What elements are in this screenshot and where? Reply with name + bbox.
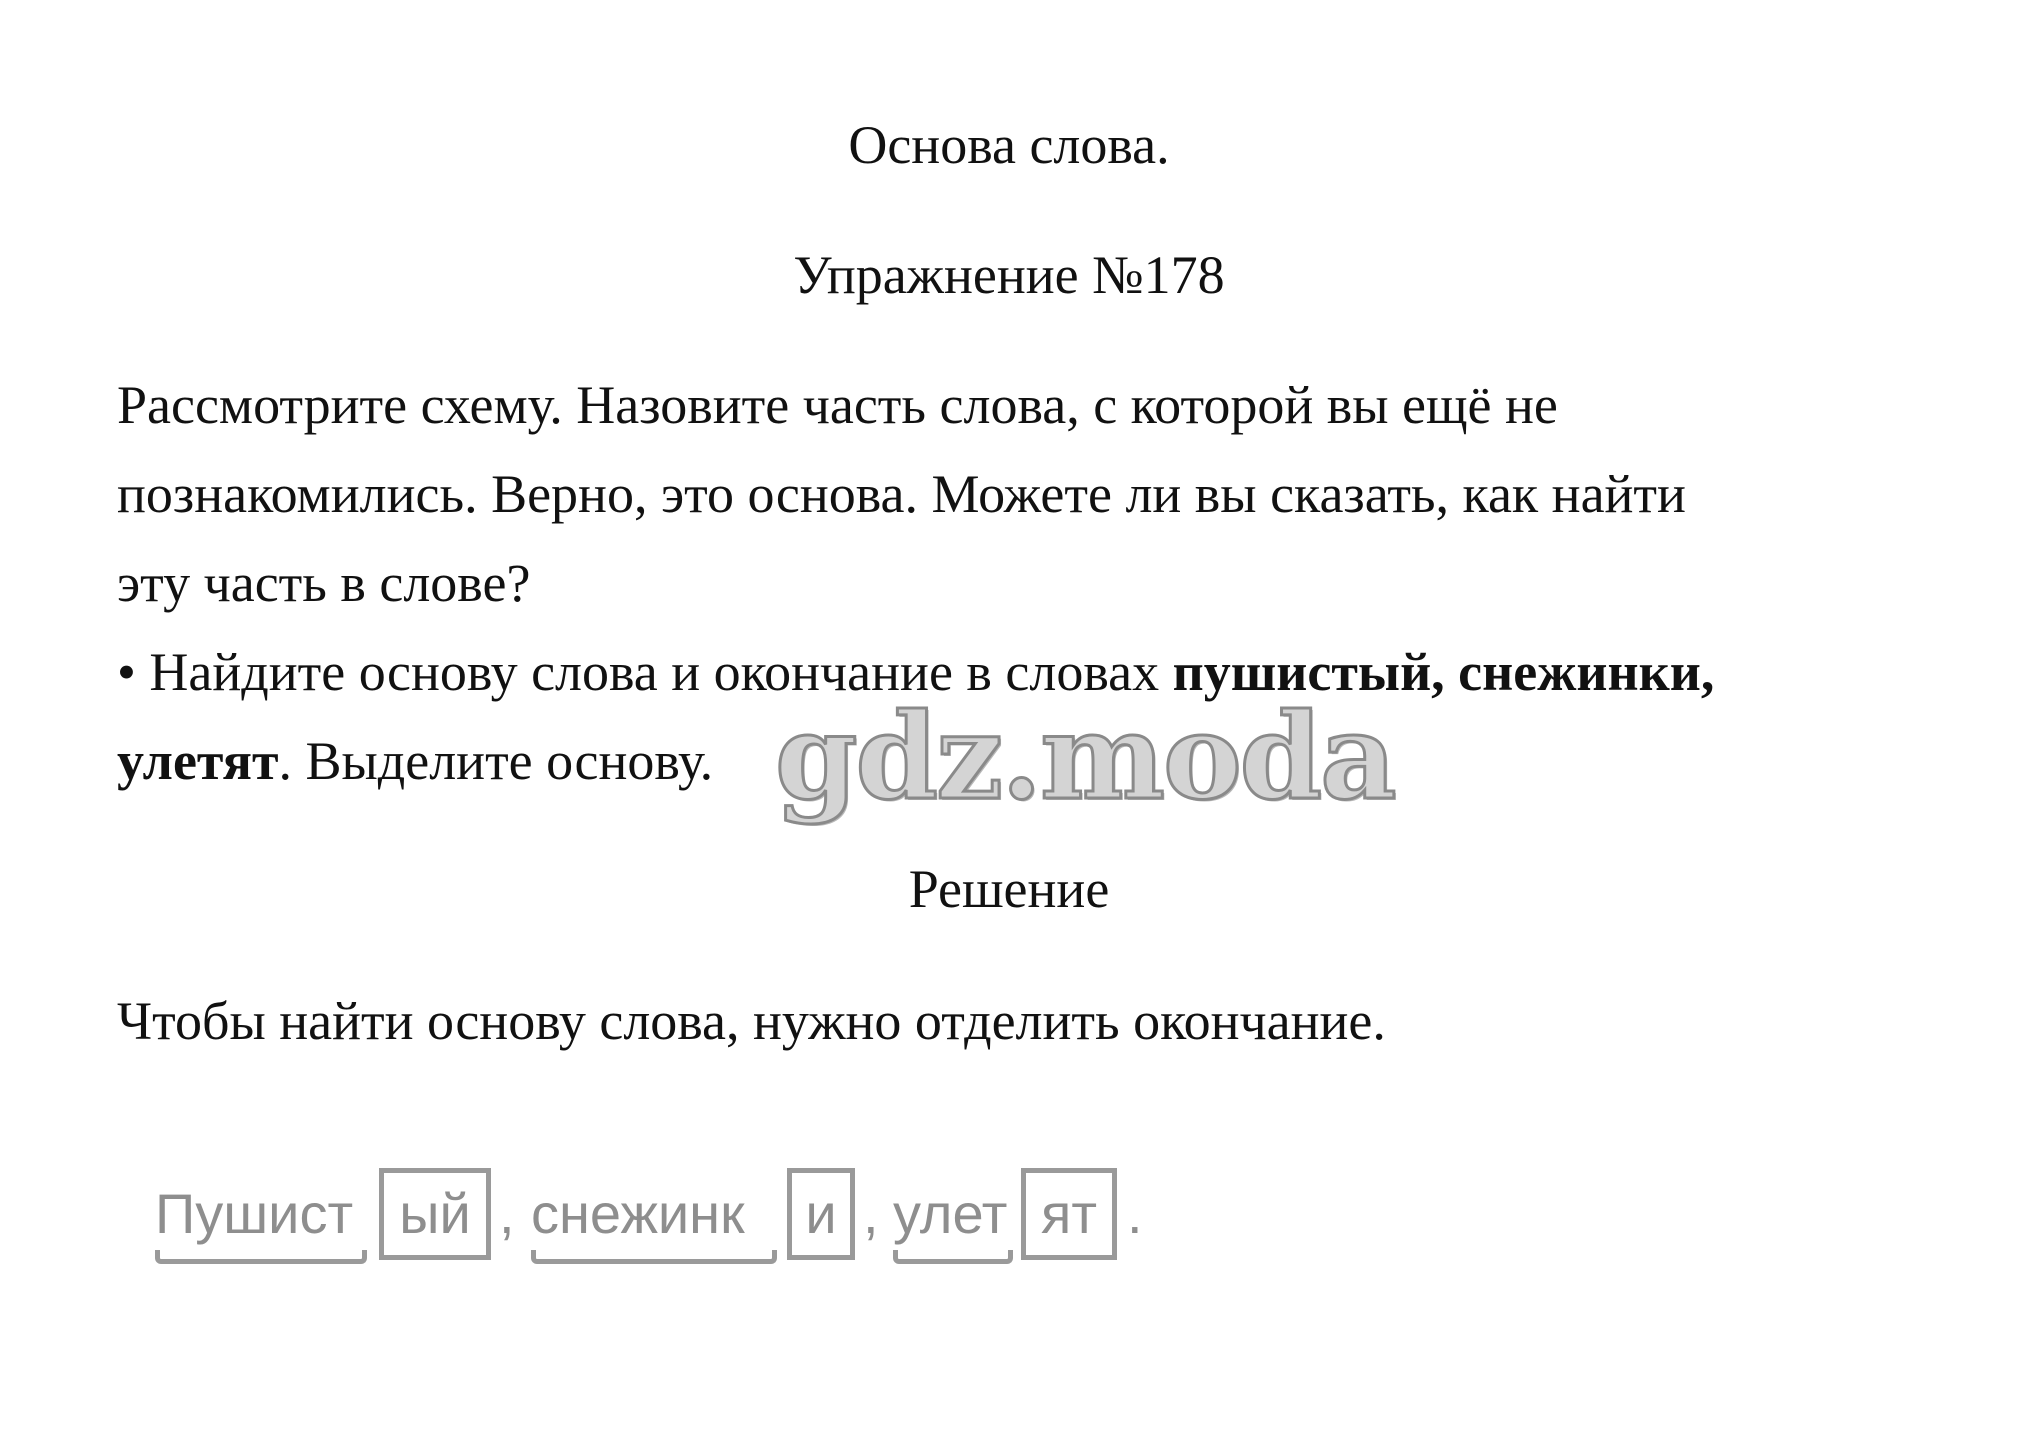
- ending-box: ят: [1021, 1168, 1117, 1260]
- word-stem: Пушист: [155, 1182, 354, 1245]
- task-line: [117, 731, 714, 791]
- ending-box: ый: [379, 1168, 491, 1260]
- word-stem: улет: [893, 1182, 1008, 1245]
- solution-text: Чтобы найти основу слова, нужно отделить окончание.: [117, 991, 1386, 1051]
- task-words-bold: пушистый, снежинки,: [1172, 642, 1715, 702]
- word-stem: снежинк: [531, 1182, 745, 1245]
- stem-arc-mark: [531, 1250, 777, 1264]
- solution-heading: Решение: [908, 859, 1110, 919]
- task-instruction: • Найдите основу слова и окончание в словах: [117, 642, 1173, 702]
- ending-box: и: [787, 1168, 855, 1260]
- exercise-title: Упражнение №178: [793, 245, 1225, 305]
- comma: ,: [863, 1182, 879, 1245]
- stem-arc-mark: [155, 1250, 367, 1264]
- task-line: эту часть в слове?: [117, 553, 531, 613]
- topic-title: Основа слова.: [848, 115, 1170, 175]
- task-word-bold: улетят: [117, 731, 279, 791]
- task-instruction-end: . Выделите основу.: [278, 731, 714, 791]
- watermark-logo: gdz.moda: [775, 687, 1395, 826]
- task-line: познакомились. Верно, это основа. Можете ли вы сказать, как найти: [117, 464, 1686, 524]
- comma: ,: [499, 1182, 515, 1245]
- period: .: [1127, 1182, 1143, 1245]
- task-line: Рассмотрите схему. Назовите часть слова, с которой вы ещё не: [117, 375, 1558, 435]
- stem-arc-mark: [893, 1250, 1013, 1264]
